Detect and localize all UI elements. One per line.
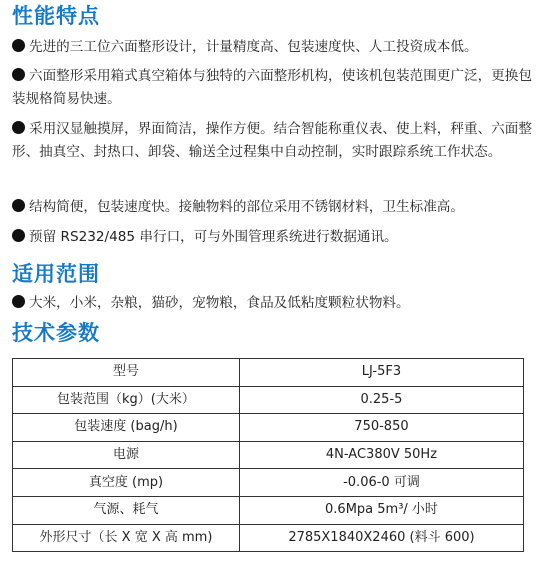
feature-text: 先进的三工位六面整形设计，计量精度高、包装速度快、人工投资成本低。	[29, 39, 478, 55]
spec-label: 电源	[13, 441, 240, 469]
feature-item-3	[12, 118, 542, 164]
spec-value: -0.06-0 可调	[239, 469, 523, 497]
spec-label: 外形尺寸（长 X 宽 X 高 mm)	[13, 524, 240, 552]
spec-label: 气源、耗气	[13, 496, 240, 524]
spec-label: 型号	[13, 359, 240, 387]
table-row	[13, 469, 524, 497]
table-row	[13, 414, 524, 442]
spec-value: 2785X1840X2460 (料斗 600)	[239, 524, 523, 552]
feature-text: 结构简便，包装速度快。接触物料的部位采用不锈钢材料，卫生标准高。	[29, 199, 464, 215]
spec-value: 4N-AC380V 50Hz	[239, 441, 523, 469]
feature-item-5	[12, 226, 542, 249]
spec-label: 包装速度 (bag/h)	[13, 414, 240, 442]
bullet-icon	[12, 199, 25, 212]
spec-value: 750-850	[239, 414, 523, 442]
spec-value: 0.25-5	[239, 386, 523, 414]
feature-text: 采用汉显触摸屏，界面简洁，操作方便。结合智能称重仪表、使上料，秤重、六面整形、抽真空、封热口、卸袋、输送全过程集中自动控制，实时跟踪系统工作状态。	[12, 121, 532, 160]
feature-item-2	[12, 65, 542, 111]
spec-table	[12, 358, 524, 552]
bullet-icon	[12, 295, 25, 308]
feature-text: 六面整形采用箱式真空箱体与独特的六面整形机构，使该机包装范围更广泛，更换包装规格简易快速。	[12, 68, 532, 107]
bullet-icon	[12, 39, 25, 52]
scope-item	[12, 292, 542, 315]
feature-text: 预留 RS232/485 串行口，可与外围管理系统进行数据通讯。	[29, 229, 398, 245]
bullet-icon	[12, 121, 25, 134]
spec-value: LJ-5F3	[239, 359, 523, 387]
spec-value: 0.6Mpa 5m³/ 小时	[239, 496, 523, 524]
features-title: 性能特点	[12, 4, 100, 28]
feature-item-1	[12, 36, 542, 59]
table-row	[13, 359, 524, 387]
specs-title: 技术参数	[12, 321, 100, 345]
bullet-icon	[12, 68, 25, 81]
spec-label: 包装范围（kg）(大米）	[13, 386, 240, 414]
table-row	[13, 496, 524, 524]
scope-text: 大米，小米，杂粮，猫砂，宠物粮，食品及低粘度颗粒状物料。	[29, 295, 410, 311]
spec-label: 真空度 (mp)	[13, 469, 240, 497]
table-row	[13, 441, 524, 469]
bullet-icon	[12, 229, 25, 242]
table-row	[13, 386, 524, 414]
feature-item-4	[12, 196, 542, 219]
scope-title: 适用范围	[12, 262, 100, 286]
table-row	[13, 524, 524, 552]
